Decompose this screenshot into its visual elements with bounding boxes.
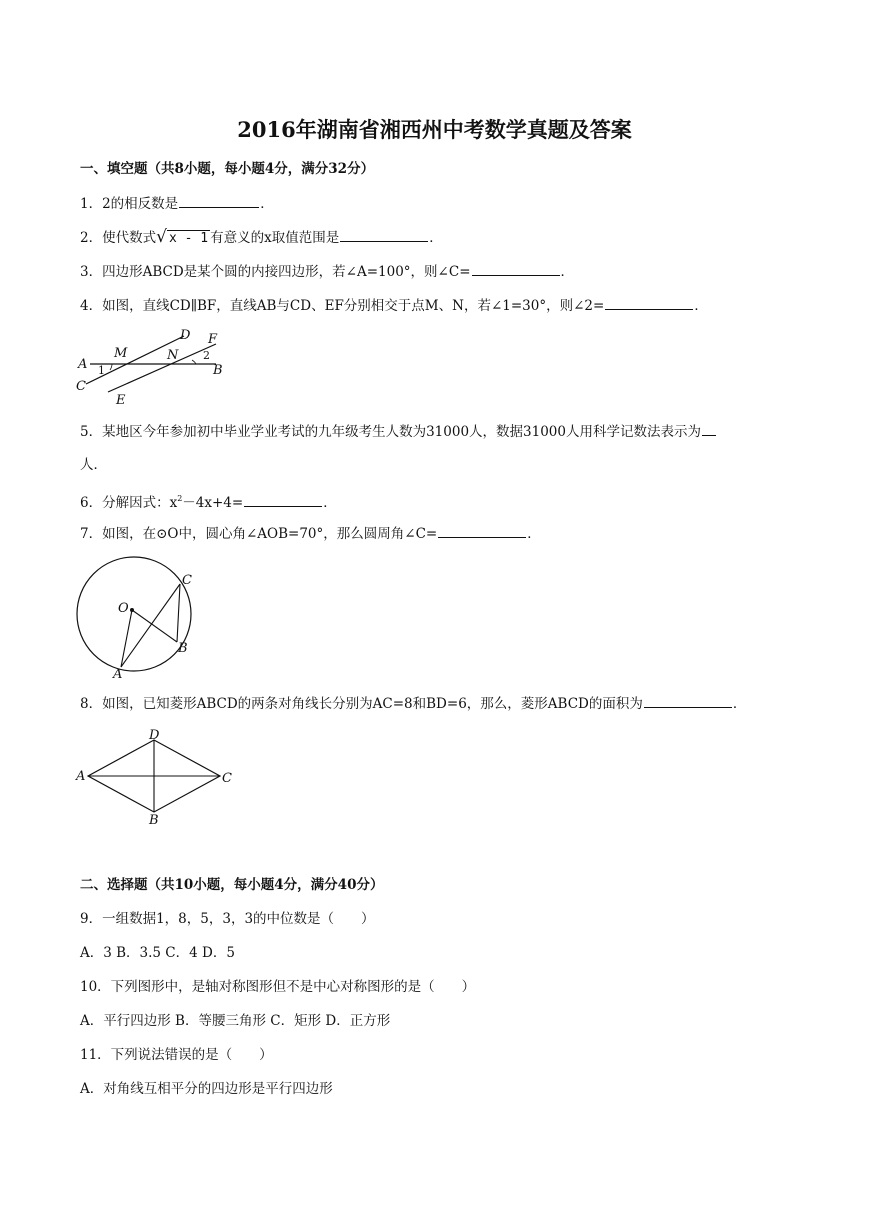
question-1-text: 1．2的相反数是 (80, 196, 179, 212)
label-F: F (208, 332, 218, 347)
answer-blank-7[interactable] (438, 524, 526, 538)
question-4-text: 4．如图，直线CD∥BF，直线AB与CD、EF分别相交于点M、N，若∠1=30°，则∠2= (80, 298, 605, 314)
question-7 (80, 524, 541, 543)
label-N: N (167, 348, 179, 363)
question-2-text-cont: 有意义的x取值范围是 (210, 230, 340, 246)
question-10: 10．下列图形中，是轴对称图形但不是中心对称图形的是（ ） (80, 979, 476, 995)
answer-blank-5[interactable] (702, 422, 716, 436)
answer-blank-2[interactable] (340, 228, 428, 242)
answer-blank-1[interactable] (179, 194, 259, 208)
parallel-lines-figure (76, 326, 226, 408)
label-M: M (114, 346, 128, 361)
label-C: C (76, 379, 86, 394)
label-O: O (118, 601, 129, 616)
question-11: 11．下列说法错误的是（ ） (80, 1047, 273, 1063)
question-5-line2: 人． (80, 457, 107, 473)
circle-figure (74, 554, 200, 680)
question-8-end: ． (732, 696, 747, 712)
label-A: A (113, 667, 123, 680)
question-2-text: 2．使代数式 (80, 230, 157, 246)
question-3-text: 3．四边形ABCD是某个圆的内接四边形，若∠A=100°，则∠C= (80, 264, 471, 280)
question-2 (80, 228, 443, 248)
sqrt-expression: √ x - 1 (156, 227, 209, 247)
label-E: E (116, 393, 126, 408)
label-C: C (182, 573, 192, 588)
label-D: D (149, 728, 160, 743)
question-8-text: 8．如图，已知菱形ABCD的两条对角线长分别为AC=8和BD=6，那么，菱形ABCD的面积为 (80, 696, 643, 712)
question-10-options: A．平行四边形 B．等腰三角形 C．矩形 D．正方形 (80, 1013, 391, 1029)
label-D: D (180, 328, 191, 343)
question-4-end: ． (694, 298, 708, 314)
question-9-options: A．3 B．3.5 C．4 D．5 (80, 945, 235, 961)
exponent: 2 (177, 494, 183, 503)
section-heading-fill-in: 一、填空题（共8小题，每小题4分，满分32分） (80, 161, 375, 177)
radicand: x - 1 (168, 231, 209, 246)
question-3-end: ． (560, 264, 575, 280)
question-6 (80, 490, 337, 512)
answer-blank-4[interactable] (605, 296, 693, 310)
question-2-end: ． (429, 230, 443, 246)
rhombus-figure (74, 726, 238, 826)
question-6-text-cont: －4x+4= (182, 495, 244, 511)
label-angle-1: 1 (98, 364, 105, 377)
label-B: B (213, 363, 223, 378)
question-5 (80, 422, 717, 441)
label-A: A (76, 769, 86, 784)
question-9: 9．一组数据1，8，5，3，3的中位数是（ ） (80, 911, 375, 927)
question-3 (80, 262, 574, 281)
label-B: B (149, 813, 159, 826)
answer-blank-3[interactable] (472, 262, 560, 276)
document-title: 2016年湖南省湘西州中考数学真题及答案 (237, 117, 632, 142)
label-angle-2: 2 (203, 349, 210, 362)
label-A: A (78, 357, 88, 372)
answer-blank-8[interactable] (644, 694, 732, 708)
question-7-text: 7．如图，在⊙O中，圆心角∠AOB=70°，那么圆周角∠C= (80, 526, 438, 542)
question-7-end: ． (527, 526, 541, 542)
label-B: B (178, 641, 188, 656)
question-4 (80, 296, 708, 315)
question-11-option-a: A．对角线互相平分的四边形是平行四边形 (80, 1081, 333, 1097)
question-6-text: 6．分解因式：x (80, 495, 178, 511)
question-1 (80, 194, 274, 213)
section-heading-choice: 二、选择题（共10小题，每小题4分，满分40分） (80, 877, 384, 893)
label-C: C (222, 771, 232, 786)
question-1-end: ． (260, 196, 274, 212)
answer-blank-6[interactable] (244, 493, 322, 507)
question-8 (80, 694, 746, 713)
question-5-text: 5．某地区今年参加初中毕业学业考试的九年级考生人数为31000人，数据31000人用科学记数法表示为 (80, 424, 701, 440)
question-6-end: ． (323, 495, 337, 511)
